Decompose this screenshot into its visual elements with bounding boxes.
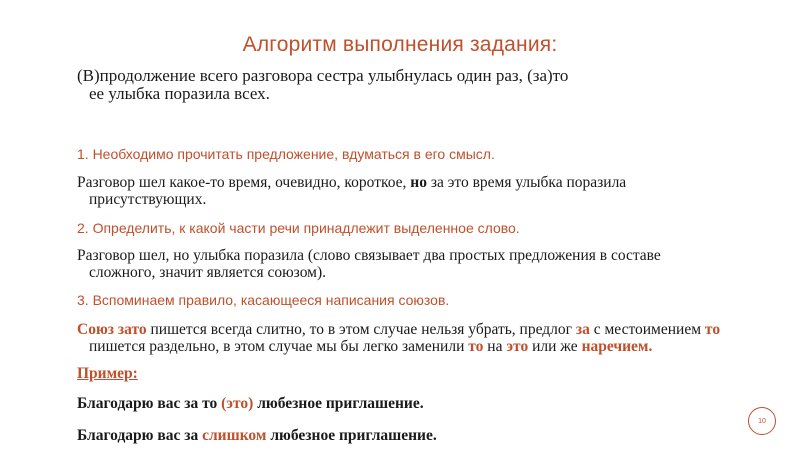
paragraph-2: Разговор шел, но улыбка поразила (слово связывает два простых предложения в составе сложного, значит является союзом). [77, 247, 661, 281]
example-1 [77, 395, 727, 412]
rule-term-zato: Союз зато [77, 321, 147, 338]
rule-paragraph [77, 321, 727, 355]
paragraph-1-before: Разговор шел какое-то время, очевидно, короткое, [77, 174, 411, 191]
example-2 [77, 427, 727, 444]
rule-text-2: с местоимением [589, 321, 705, 338]
rule-term-eto: это [506, 338, 529, 355]
rule-term-narechiem: наречием. [581, 338, 653, 355]
example-label-text: Пример: [77, 365, 138, 382]
example-1-accent: (это) [221, 395, 254, 412]
rule-text-3: пишется раздельно, в этом случае мы бы легко заменили [89, 338, 469, 355]
rule-term-za: за [575, 321, 590, 338]
example-2-after: любезное приглашение. [266, 427, 437, 444]
example-1-after: любезное приглашение. [253, 395, 424, 412]
example-label [77, 365, 727, 382]
slide-content [77, 67, 727, 444]
paragraph-1-bold: но [410, 174, 427, 191]
task-sentence-line1: (В)продолжение всего разговора сестра улыбнулась один раз, (за)то [77, 66, 569, 85]
step-3: 3. Вспоминаем правило, касающееся написания союзов. [77, 292, 450, 308]
task-sentence [77, 67, 727, 103]
page-number-badge [748, 407, 776, 435]
step-1: 1. Необходимо прочитать предложение, вдуматься в его смысл. [77, 146, 495, 162]
slide-title: Алгоритм выполнения задания: [242, 33, 558, 56]
example-2-accent: слишком [202, 427, 267, 444]
page-number: 10 [758, 417, 766, 425]
example-2-before: Благодарю вас за [77, 427, 203, 444]
rule-term-to: то [704, 321, 721, 338]
task-sentence-line2: ее улыбка поразила всех. [89, 84, 270, 103]
rule-text-4: на [483, 338, 507, 355]
paragraph-1 [77, 174, 727, 208]
example-1-before: Благодарю вас за то [77, 395, 222, 412]
rule-text-5: или же [528, 338, 582, 355]
rule-term-to-2: то [468, 338, 484, 355]
rule-text-1: пишется всегда слитно, то в этом случае нельзя убрать, предлог [146, 321, 576, 338]
step-2: 2. Определить, к какой части речи принадлежит выделенное слово. [77, 220, 520, 236]
paragraph-1-after: за это время улыбка поразила присутствующих. [89, 174, 627, 208]
